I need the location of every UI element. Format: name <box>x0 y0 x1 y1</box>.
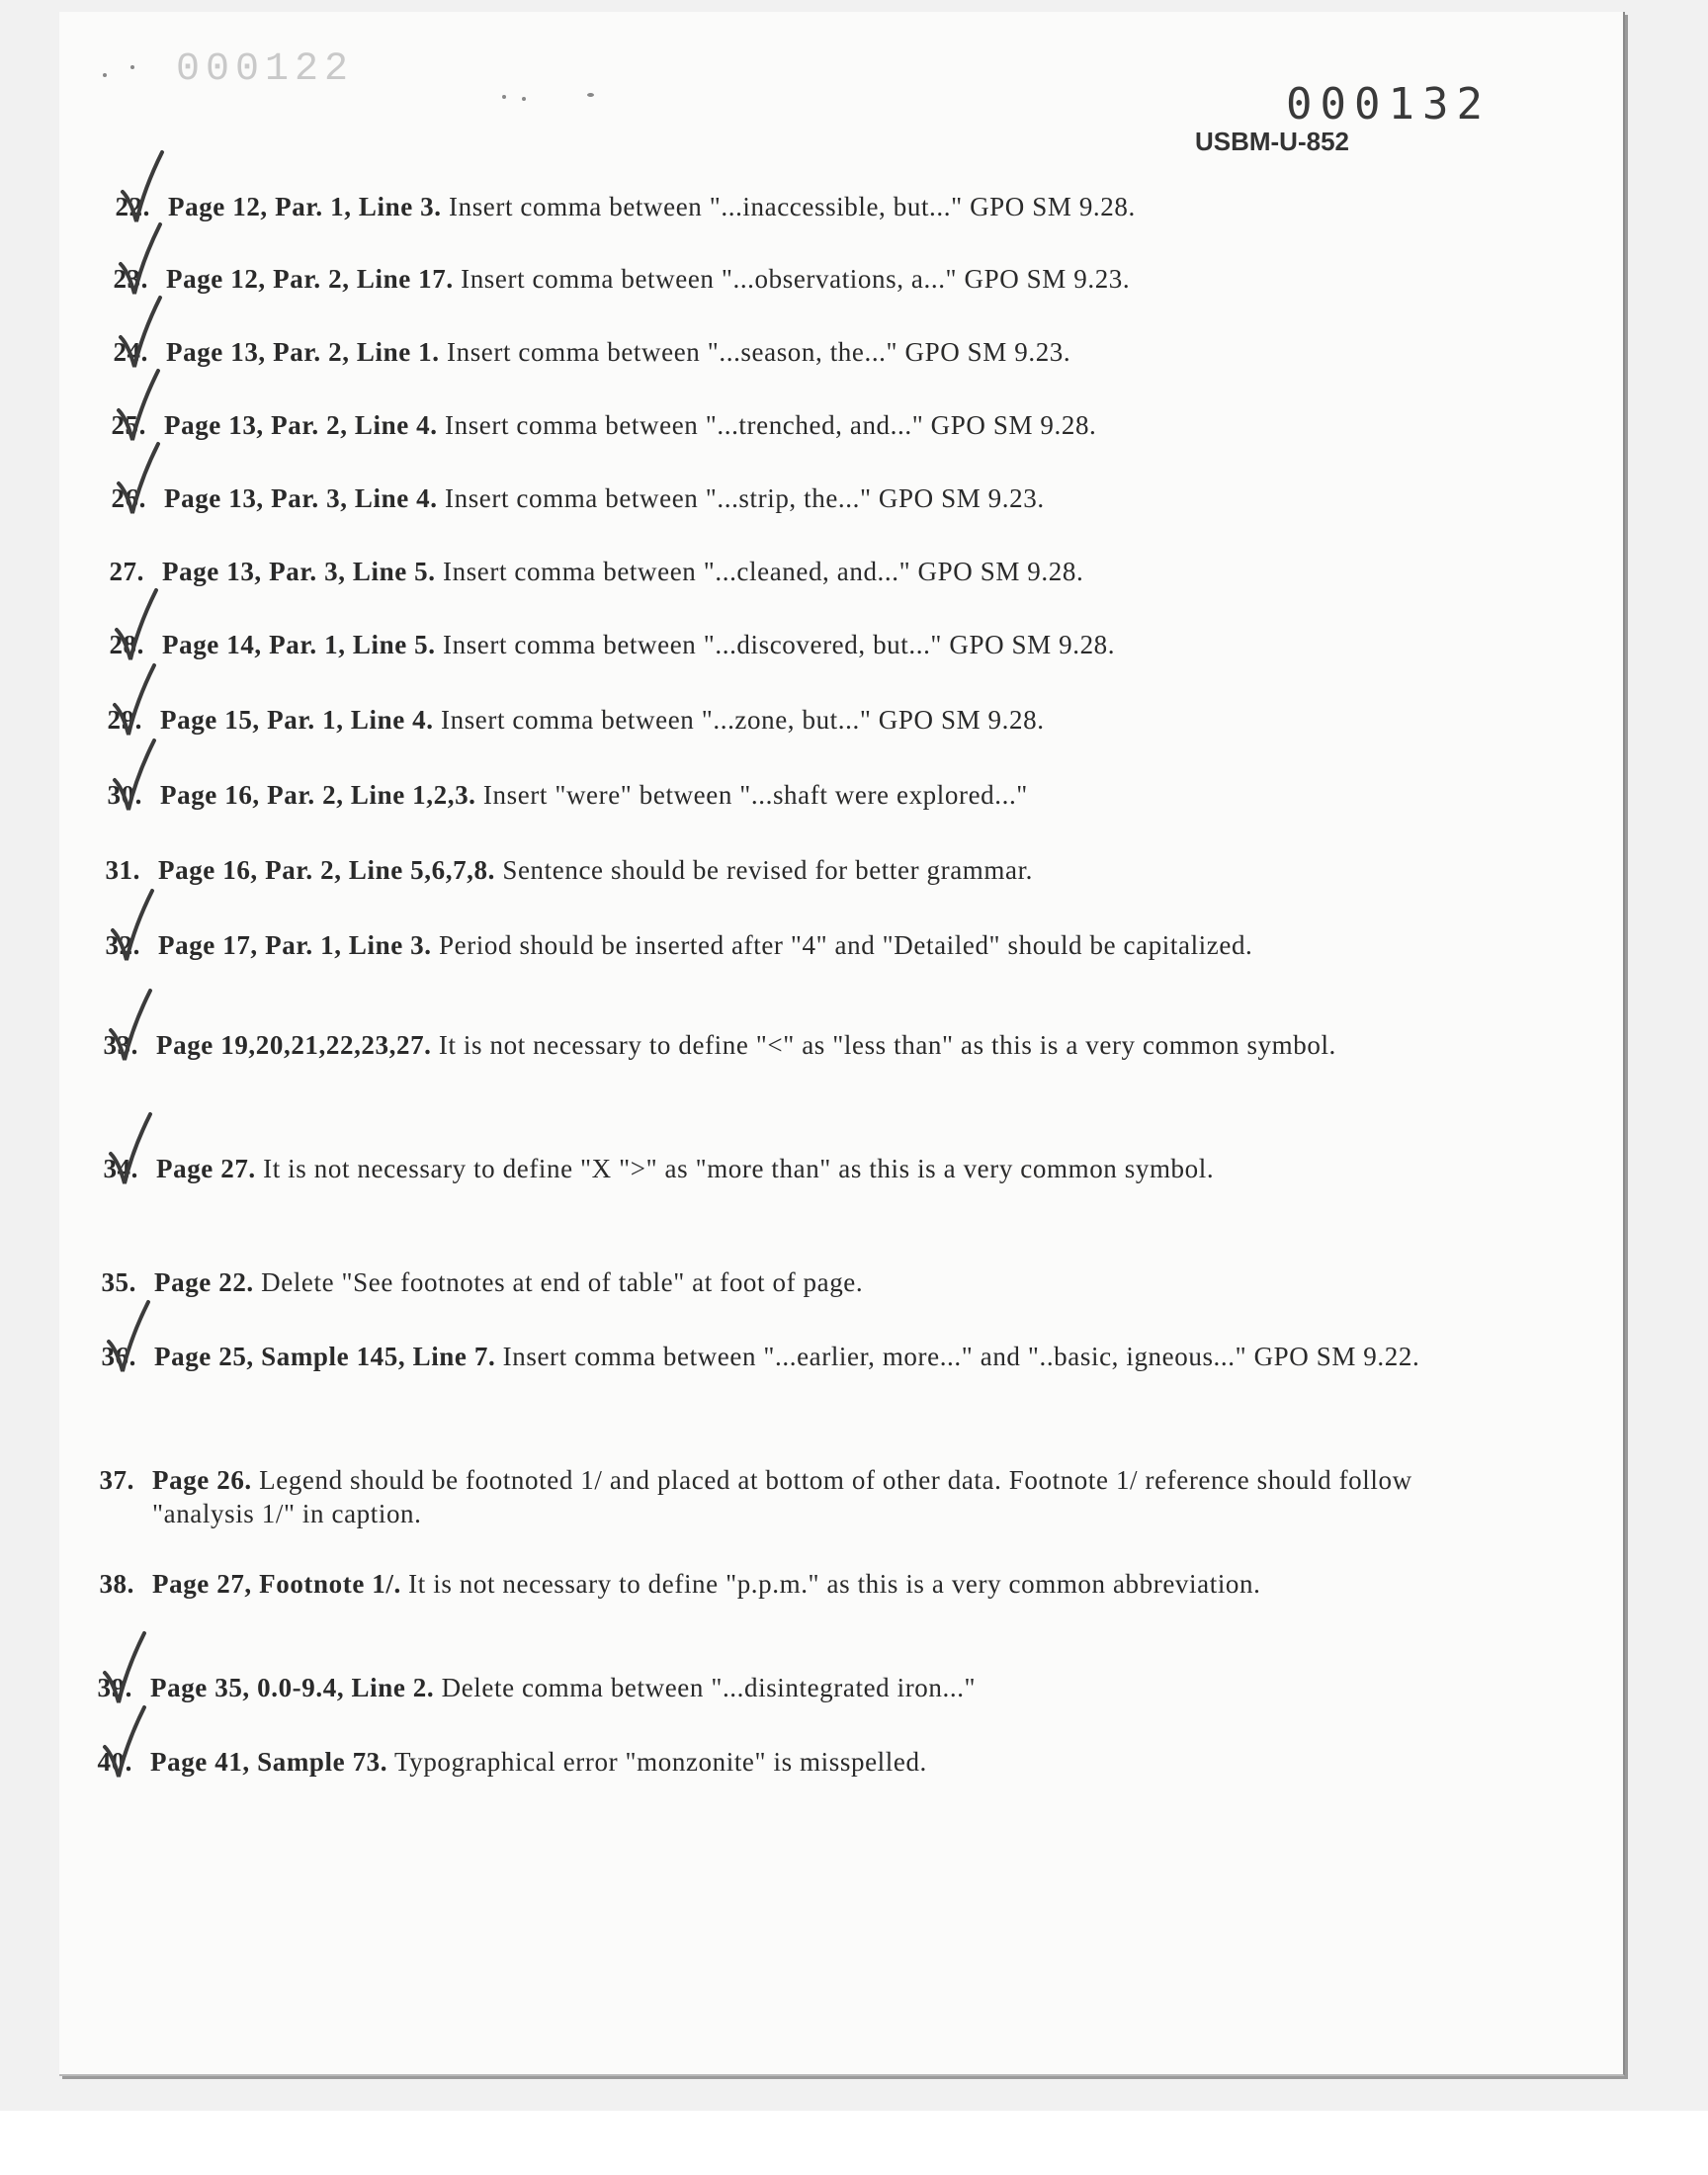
item-text <box>152 1567 1467 1601</box>
item-instruction: Insert comma between "...trenched, and..." GPO SM 9.28. <box>445 410 1097 440</box>
item-number: 28. <box>109 630 144 659</box>
checkmark-icon <box>117 148 166 227</box>
item-number: 26. <box>111 483 146 513</box>
checkmark-icon <box>107 887 156 966</box>
item-instruction: Insert comma between "...discovered, but..." GPO SM 9.28. <box>443 630 1116 659</box>
checkmark-icon <box>99 1703 148 1783</box>
item-reference: Page 35, 0.0-9.4, Line 2. <box>150 1673 435 1702</box>
item-number: 22. <box>115 192 150 221</box>
checkmark-icon <box>105 987 154 1066</box>
item-reference: Page 26. <box>152 1465 252 1495</box>
speck <box>130 65 134 69</box>
speck <box>587 93 594 97</box>
item-number: 32. <box>105 930 140 960</box>
item-instruction: It is not necessary to define "<" as "less than" as this is a very common symbol. <box>438 1030 1336 1060</box>
item-text <box>152 1463 1467 1530</box>
page-number: 000132 <box>1286 79 1491 130</box>
speck <box>103 73 107 77</box>
item-number: 33. <box>103 1030 138 1060</box>
speck <box>502 95 506 99</box>
item-instruction: Insert "were" between "...shaft were explored..." <box>482 780 1028 810</box>
item-text <box>166 335 1481 369</box>
item-text <box>158 853 1473 887</box>
item-instruction: Typographical error "monzonite" is misspelled. <box>394 1747 927 1777</box>
checkmark-icon <box>99 1629 148 1708</box>
item-instruction: Insert comma between "...zone, but..." GPO SM 9.28. <box>441 705 1045 735</box>
item-reference: Page 19,20,21,22,23,27. <box>156 1030 432 1060</box>
checkmark-icon <box>105 1110 154 1189</box>
item-reference: Page 22. <box>154 1267 254 1297</box>
item-instruction: It is not necessary to define "p.p.m." as this is a very common abbreviation. <box>408 1569 1261 1599</box>
item-reference: Page 13, Par. 3, Line 4. <box>164 483 438 513</box>
item-number: 39. <box>97 1673 132 1702</box>
item-text <box>150 1745 1465 1779</box>
item-reference: Page 13, Par. 2, Line 1. <box>166 337 440 367</box>
item-reference: Page 27. <box>156 1154 256 1183</box>
item-reference: Page 13, Par. 2, Line 4. <box>164 410 438 440</box>
item-instruction: It is not necessary to define "X ">" as "more than" as this is a very common symbol. <box>263 1154 1215 1183</box>
item-number: 34. <box>103 1154 138 1183</box>
item-text <box>154 1265 1469 1299</box>
item-number: 23. <box>113 264 148 294</box>
speck <box>522 97 526 101</box>
item-text <box>158 928 1473 962</box>
faint-stamp-mark: 000122 <box>176 47 355 92</box>
checkmark-icon <box>115 294 164 373</box>
item-instruction: Insert comma between "...strip, the..." GPO SM 9.23. <box>445 483 1045 513</box>
item-text <box>164 408 1479 442</box>
checkmark-icon <box>111 586 160 665</box>
item-number: 36. <box>101 1342 136 1371</box>
item-reference: Page 15, Par. 1, Line 4. <box>160 705 434 735</box>
item-instruction: Sentence should be revised for better grammar. <box>502 855 1034 885</box>
checkmark-icon <box>115 220 164 300</box>
item-text <box>160 703 1475 737</box>
item-number: 24. <box>113 337 148 367</box>
item-reference: Page 17, Par. 1, Line 3. <box>158 930 432 960</box>
item-text <box>162 628 1477 661</box>
document-code: USBM-U-852 <box>1194 127 1349 156</box>
item-reference: Page 13, Par. 3, Line 5. <box>162 557 436 586</box>
checkmark-icon <box>109 737 158 816</box>
checkmark-icon <box>113 367 162 446</box>
item-number: 31. <box>105 855 140 885</box>
item-number: 30. <box>107 780 142 810</box>
item-text <box>156 1152 1471 1185</box>
item-reference: Page 12, Par. 1, Line 3. <box>168 192 442 221</box>
item-number: 29. <box>107 705 142 735</box>
item-reference: Page 25, Sample 145, Line 7. <box>154 1342 496 1371</box>
item-reference: Page 16, Par. 2, Line 1,2,3. <box>160 780 476 810</box>
scan-margin <box>0 2111 1708 2175</box>
item-instruction: Legend should be footnoted 1/ and placed at bottom of other data. Footnote 1/ reference should follow "analysis 1/" in caption. <box>152 1465 1412 1528</box>
item-number: 37. <box>99 1465 134 1495</box>
item-text <box>160 778 1475 812</box>
item-instruction: Insert comma between "...season, the..." GPO SM 9.23. <box>447 337 1071 367</box>
item-instruction: Insert comma between "...observations, a..." GPO SM 9.23. <box>461 264 1131 294</box>
item-instruction: Insert comma between "...inaccessible, but..." GPO SM 9.28. <box>449 192 1136 221</box>
item-number: 38. <box>99 1569 134 1599</box>
item-instruction: Delete "See footnotes at end of table" at foot of page. <box>261 1267 864 1297</box>
item-reference: Page 12, Par. 2, Line 17. <box>166 264 454 294</box>
item-text <box>166 262 1481 296</box>
item-instruction: Delete comma between "...disintegrated iron..." <box>441 1673 977 1702</box>
item-reference: Page 27, Footnote 1/. <box>152 1569 401 1599</box>
item-instruction: Insert comma between "...earlier, more..." and "..basic, igneous..." GPO SM 9.22. <box>502 1342 1420 1371</box>
item-reference: Page 41, Sample 73. <box>150 1747 388 1777</box>
checkmark-icon <box>109 661 158 740</box>
item-number: 27. <box>109 557 144 586</box>
item-instruction: Period should be inserted after "4" and "Detailed" should be capitalized. <box>439 930 1253 960</box>
item-text <box>168 190 1483 223</box>
item-reference: Page 14, Par. 1, Line 5. <box>162 630 436 659</box>
item-text <box>150 1671 1465 1704</box>
checkmark-icon <box>113 440 162 519</box>
item-instruction: Insert comma between "...cleaned, and..." GPO SM 9.28. <box>443 557 1084 586</box>
checkmark-icon <box>103 1298 152 1377</box>
item-text <box>164 481 1479 515</box>
item-number: 40. <box>97 1747 132 1777</box>
item-text <box>154 1340 1469 1373</box>
item-reference: Page 16, Par. 2, Line 5,6,7,8. <box>158 855 495 885</box>
item-number: 25. <box>111 410 146 440</box>
item-text <box>162 555 1477 588</box>
item-number: 35. <box>101 1267 136 1297</box>
item-text <box>156 1028 1471 1062</box>
